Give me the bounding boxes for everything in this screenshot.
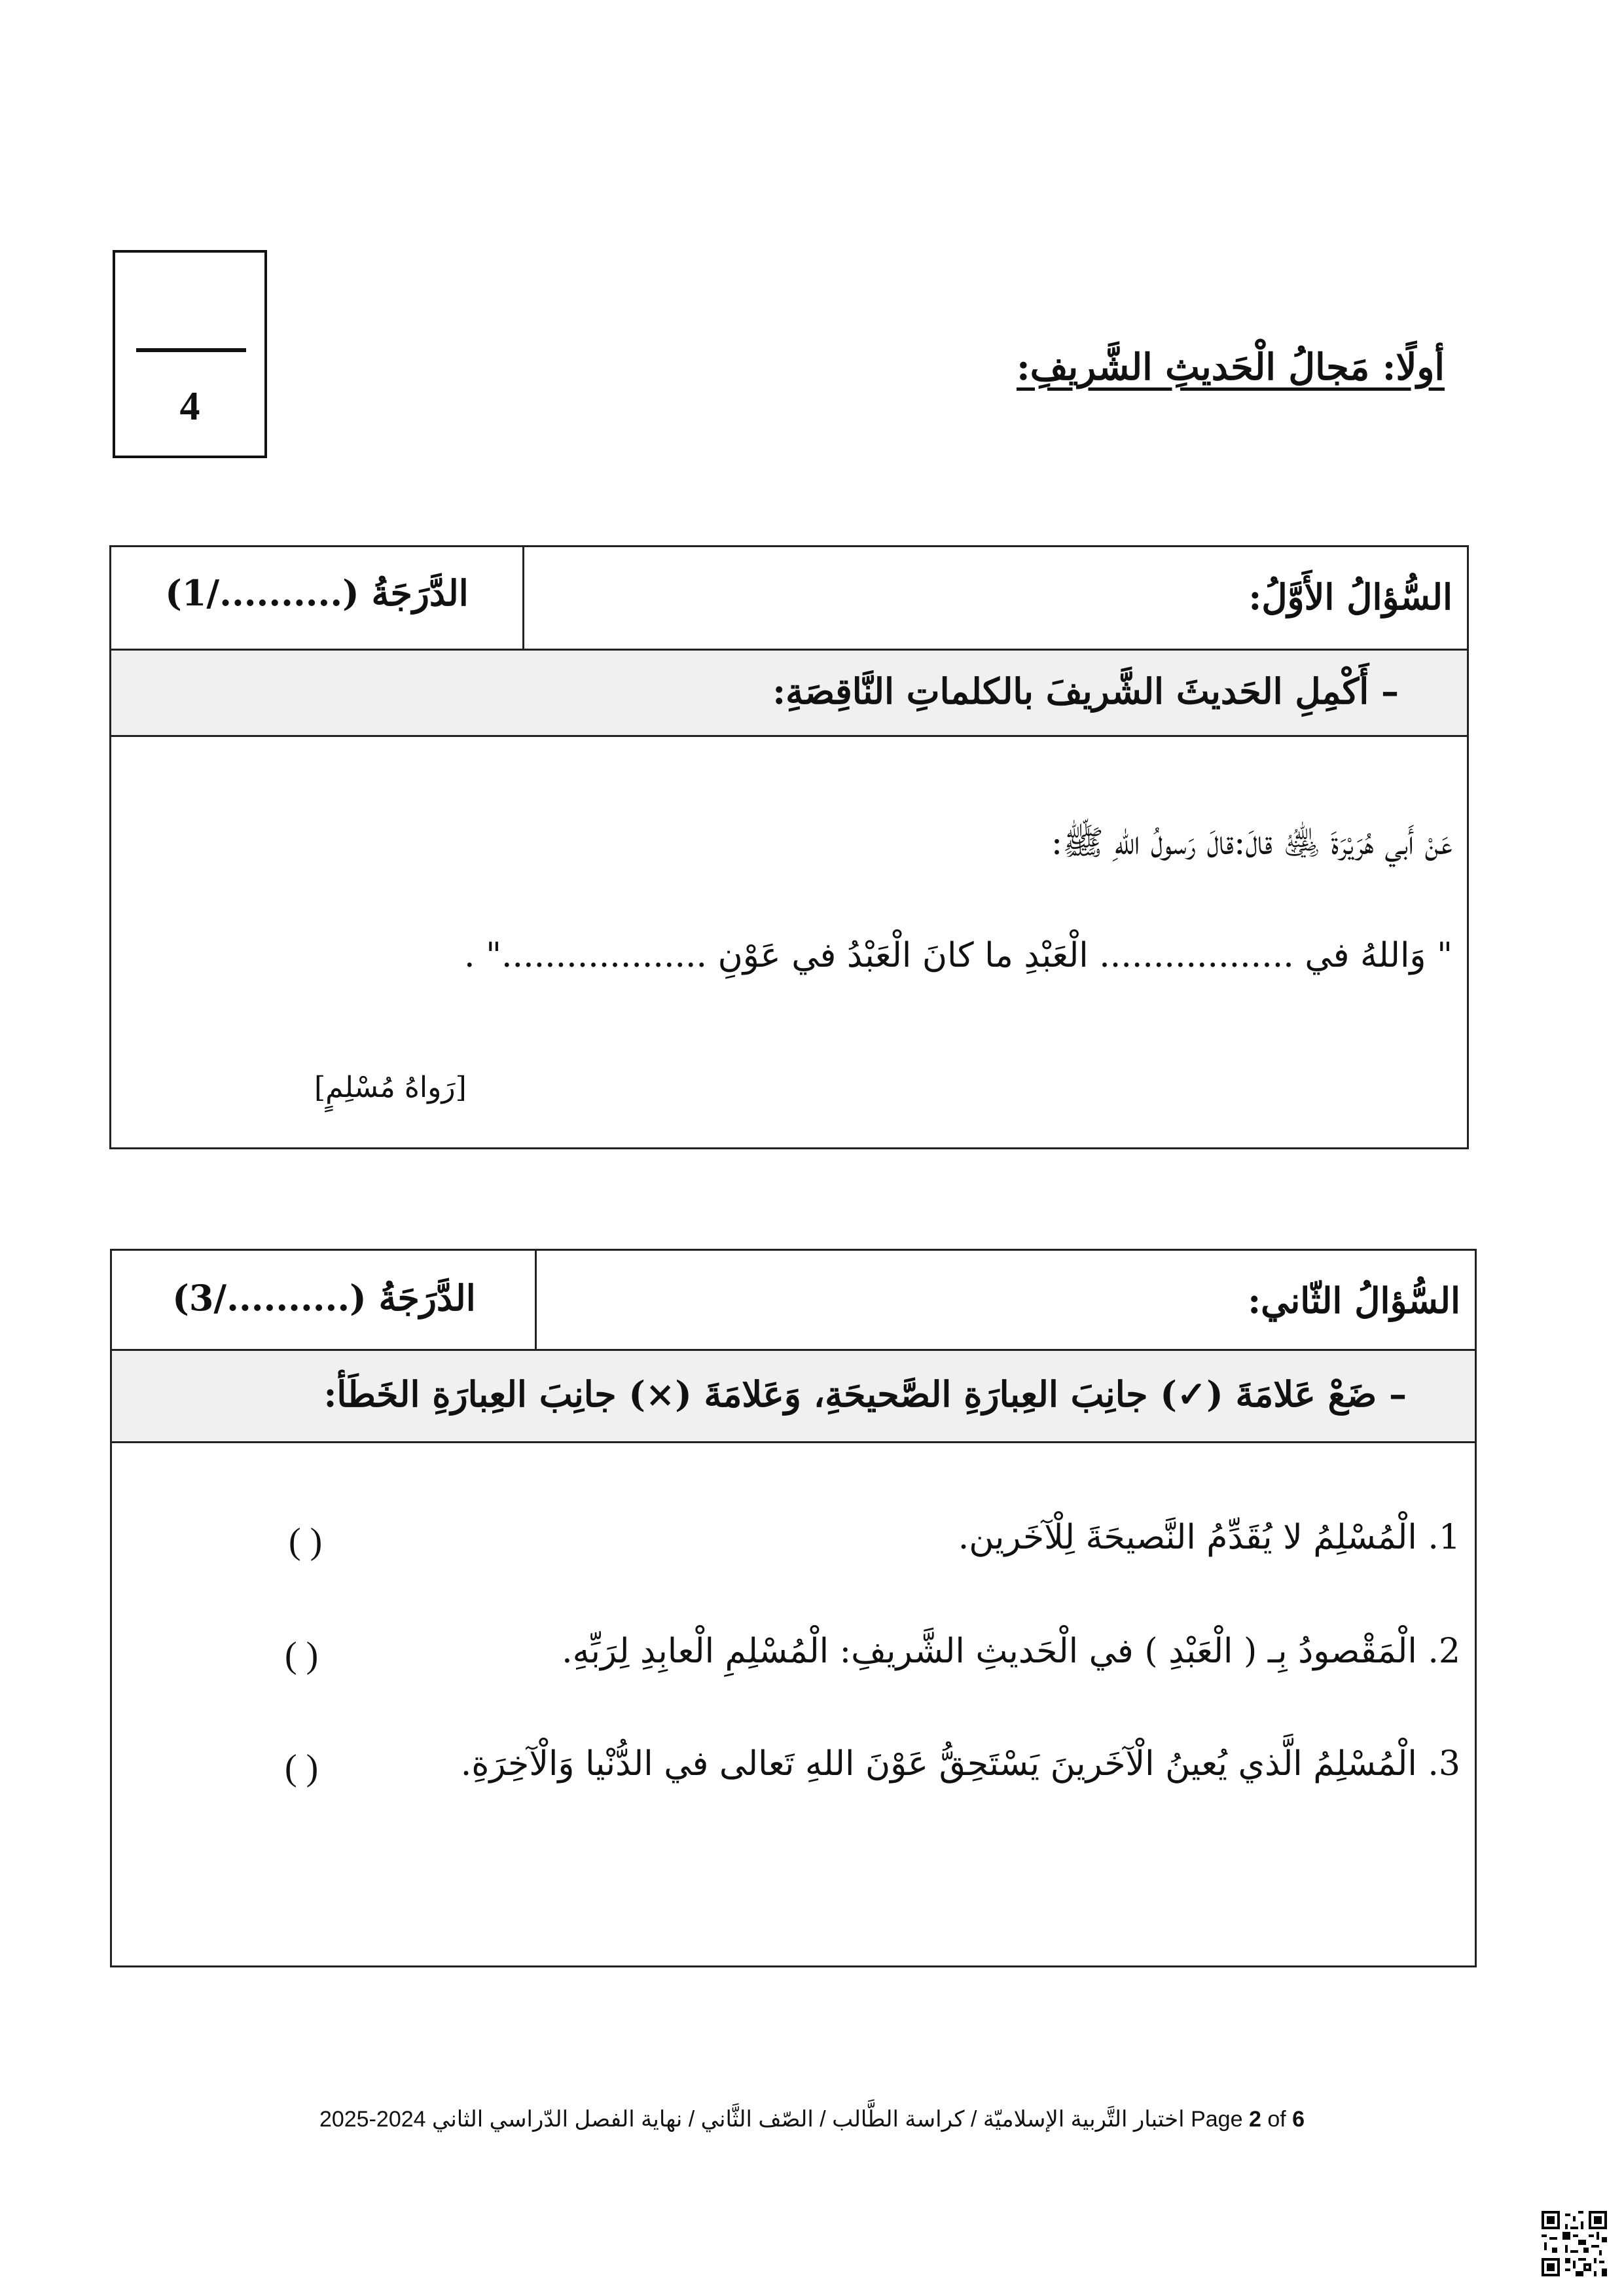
question-2-answer-3[interactable]: ( ) [285,1748,319,1788]
score-value: 4 [179,384,200,429]
footer-text: اختبار التَّربية الإسلاميّة / كراسة الطَّالب / الصّف الثَّاني / نهاية الفصل الدّراسي الثاني 2024-2025 [319,2107,1185,2132]
question-1-grade-divider [522,547,524,649]
question-1-box [109,545,1469,1149]
question-1-title: السُّؤالُ الأَوَّلُ: [1248,576,1453,618]
question-2-item-2: 2. الْمَقْصودُ بِـ ( الْعَبْدِ ) في الْحَديثِ الشَّريفِ: الْمُسْلِمِ الْعابِدِ لِرَبِّهِ. [562,1632,1460,1671]
question-1-hadith: " وَاللهُ في .................. الْعَبْدِ ما كانَ الْعَبْدُ في عَوْنِ ..................." . [464,936,1453,975]
question-2-answer-2[interactable]: ( ) [285,1635,319,1676]
question-1-grade: الدَّرَجَةُ (........../1) [165,572,469,614]
question-2-title: السُّؤالُ الثّاني: [1248,1280,1460,1321]
footer-page-of: of [1267,2107,1286,2132]
footer-page-label [1191,2107,1305,2132]
question-2-item-1: 1. الْمُسْلِمُ لا يُقَدِّمُ النَّصيحَةَ لِلْآخَرين. [958,1518,1460,1557]
footer-page-current: 2 [1248,2107,1261,2132]
question-2-instruction: – ضَعْ عَلامَةَ (✓) جانِبَ العِبارَةِ الصَّحيحَةِ، وَعَلامَةَ (×) جانِبَ العِبارَةِ الخَطَأ: [323,1373,1407,1415]
section-title: أولًا: مَجالُ الْحَديثِ الشَّريفِ: [1016,346,1445,389]
footer-page-prefix: Page [1191,2107,1243,2132]
question-2-instruction-row [112,1349,1475,1443]
page-footer [0,2106,1624,2132]
question-2-grade-divider [535,1251,537,1349]
question-1-instruction-row [111,649,1467,737]
question-1-intro: عَنْ أَبي هُرَيْرَةَ ﵁ قالَ:قالَ رَسولُ اللهِ ﷺ: [1051,823,1453,863]
question-1-instruction: – أَكْمِلِ الحَديثَ الشَّريفَ بالكلماتِ النَّاقِصَةِ: [772,670,1399,712]
score-blank-line [136,348,246,352]
score-box [113,250,267,458]
question-2-item-3: 3. الْمُسْلِمُ الَّذي يُعينُ الْآخَرينَ يَسْتَحِقُّ عَوْنَ اللهِ تَعالى في الدُّنْيا وَالْآخِرَةِ. [460,1744,1460,1784]
question-2-grade: الدَّرَجَةُ (........../3) [172,1277,476,1319]
footer-page-total: 6 [1292,2107,1305,2132]
question-1-reference: [رَواهُ مُسْلِمٍ] [314,1071,467,1104]
question-2-answer-1[interactable]: ( ) [289,1521,323,1562]
question-2-box [110,1249,1477,1967]
qr-code-icon [1542,2211,1607,2276]
